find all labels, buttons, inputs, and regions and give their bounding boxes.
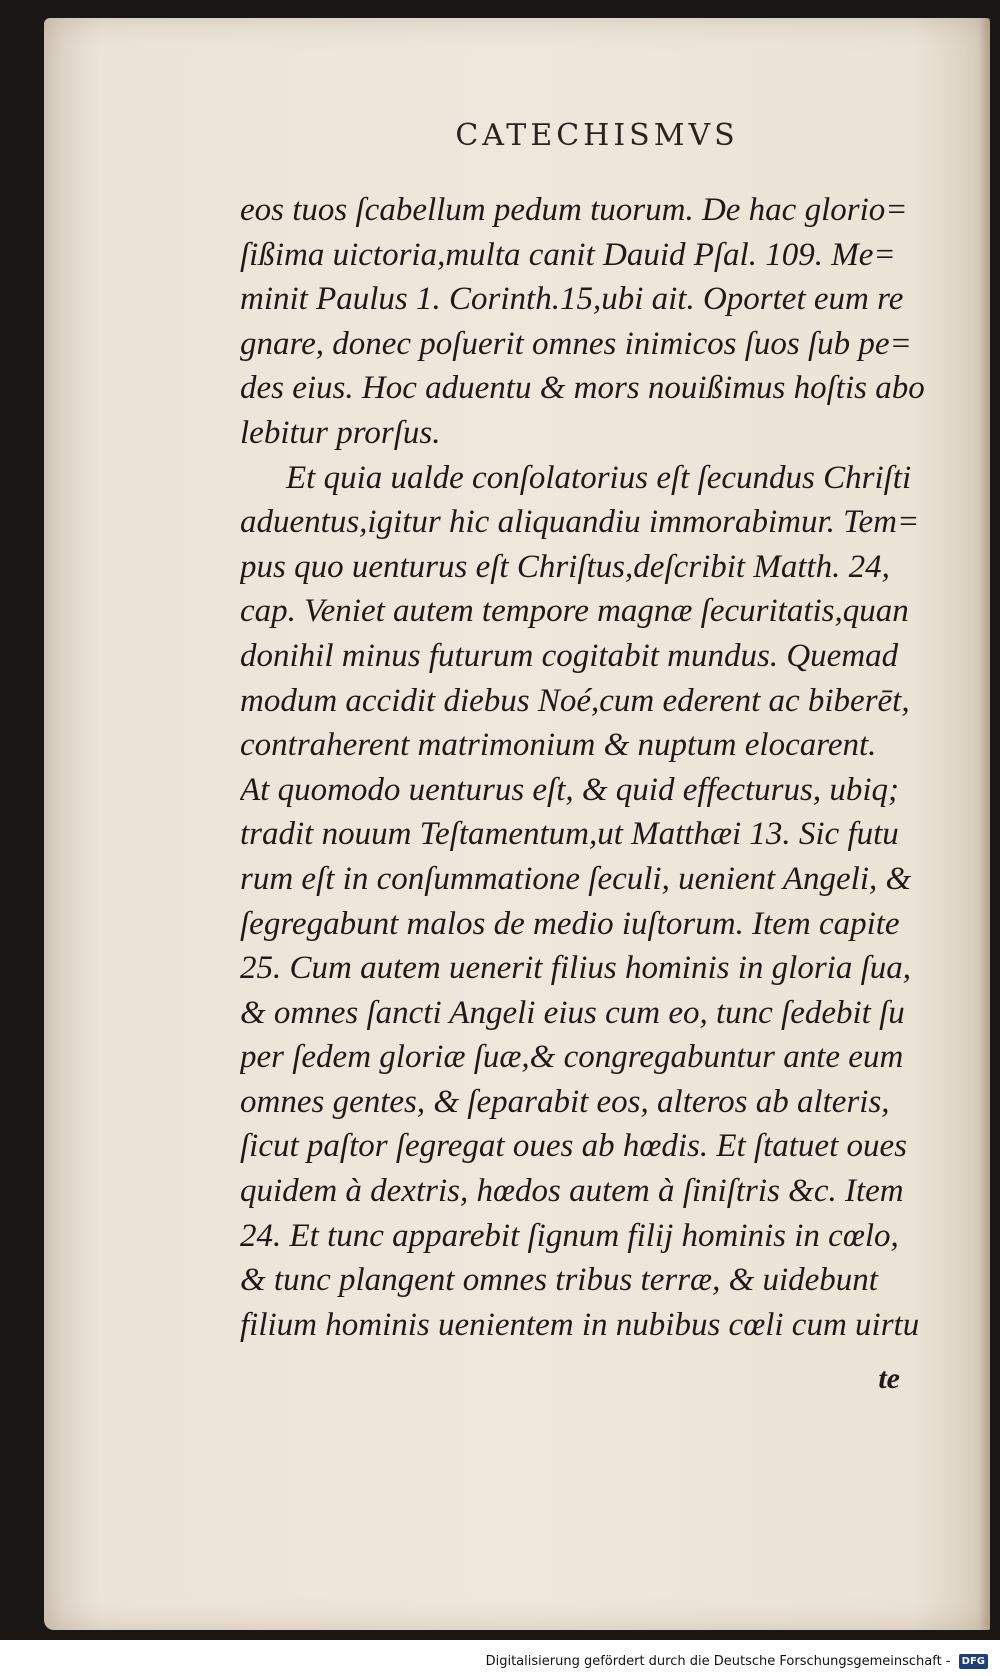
body-text <box>240 188 980 1347</box>
text-line: ſißima uictoria,multa canit Dauid Pſal. 109. Me= <box>240 236 896 273</box>
text-line: gnare, donec poſuerit omnes inimicos ſuos ſub pe= <box>240 325 912 362</box>
text-line: At quomodo uenturus eſt, & quid effecturus, ubiq; <box>240 771 900 808</box>
text-line: per ſedem gloriæ ſuæ,& congregabuntur ante eum <box>240 1039 904 1076</box>
text-line: aduentus,igitur hic aliquandiu immorabimur. Tem= <box>240 504 920 541</box>
text-line: donihil minus futurum cogitabit mundus. Quemad <box>240 637 899 674</box>
text-line: lebitur prorſus. <box>240 414 441 451</box>
text-line: cap. Veniet autem tempore magnæ ſecuritatis,quan <box>240 593 909 630</box>
text-line: tradit nouum Teſtamentum,ut Matthæi 13. Sic futu <box>240 816 899 853</box>
text-line: ſegregabunt malos de medio iuſtorum. Item capite <box>240 905 900 942</box>
book-page <box>44 18 990 1630</box>
running-head: CATECHISMVS <box>455 118 739 153</box>
text-line: & tunc plangent omnes tribus terræ, & uidebunt <box>240 1262 878 1299</box>
text-line: quidem à dextris, hœdos autem à ſiniſtris &c. Item <box>240 1173 904 1210</box>
catchword: te <box>878 1362 900 1395</box>
text-line: pus quo uenturus eſt Chriſtus,deſcribit Matth. 24, <box>240 548 890 585</box>
text-line: rum eſt in conſummatione ſeculi, uenient Angeli, & <box>240 860 912 897</box>
text-line: & omnes ſancti Angeli eius cum eo, tunc ſedebit ſu <box>240 994 905 1031</box>
text-line: filium hominis uenientem in nubibus cœli cum uirtu <box>240 1306 920 1343</box>
text-line: Et quia ualde conſolatorius eſt ſecundus Chriſti <box>286 459 912 496</box>
text-line: contraherent matrimonium & nuptum elocarent. <box>240 727 877 764</box>
text-line: omnes gentes, & ſeparabit eos, alteros ab alteris, <box>240 1083 890 1120</box>
digitization-footer <box>0 1640 1000 1676</box>
text-line: eos tuos ſcabellum pedum tuorum. De hac glorio= <box>240 192 908 228</box>
text-line: des eius. Hoc aduentu & mors nouißimus hoſtis abo <box>240 370 925 407</box>
text-line: 25. Cum autem uenerit filius hominis in gloria ſua, <box>240 950 912 987</box>
text-line: 24. Et tunc apparebit ſignum filij hominis in cœlo, <box>240 1217 899 1254</box>
dfg-logo-icon: DFG <box>959 1654 988 1669</box>
text-line: modum accidit diebus Noé,cum ederent ac biberēt, <box>240 682 910 719</box>
text-line: ſicut paſtor ſegregat oues ab hœdis. Et ſtatuet oues <box>240 1128 907 1165</box>
text-line: minit Paulus 1. Corinth.15,ubi ait. Oportet eum re <box>240 281 904 318</box>
footer-credit: Digitalisierung gefördert durch die Deutsche Forschungsgemeinschaft - <box>485 1654 951 1669</box>
